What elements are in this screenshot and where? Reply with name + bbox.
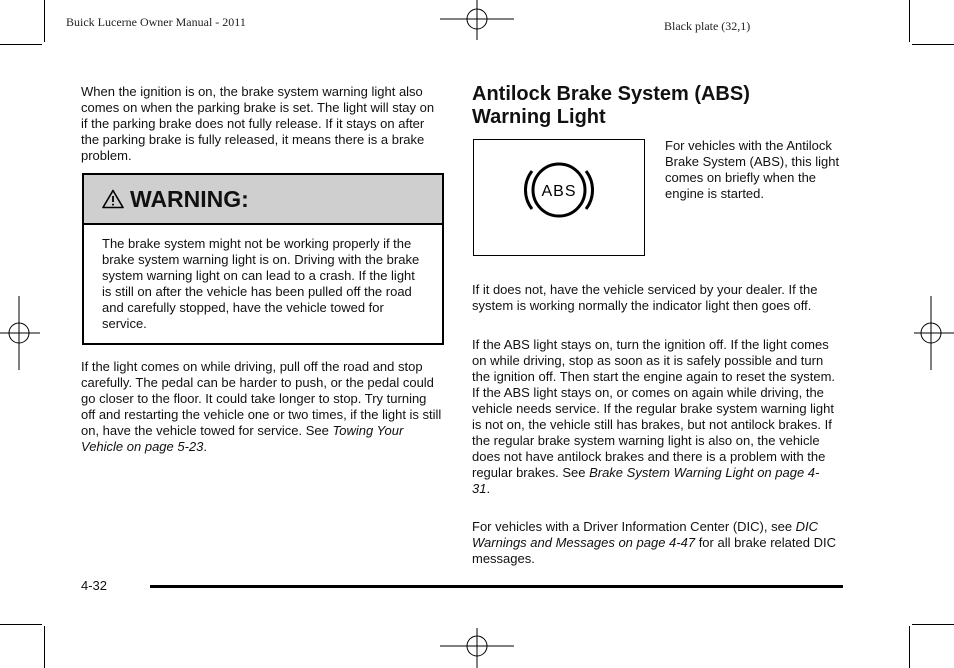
abs-paragraph-3: For vehicles with a Driver Information Center (DIC), see DIC Warnings and Messages on page 4-47 for all brake related DIC messages. [472, 519, 836, 566]
abs-side-text: For vehicles with the Antilock Brake System (ABS), this light comes on briefly when the engine is started. [665, 138, 840, 201]
abs-paragraph-2: If the ABS light stays on, turn the ignition off. If the light comes on while driving, stop as soon as it is safely possible and turn the ignition off. Then start the engine again to reset the system. If the ABS light stays on, or comes on again while driving, the vehicle needs service. If the regular brake system warning light is not on, the vehicle still has brakes, but not antilock brakes. If the regular brake system warning light is also on, the vehicle does not have antilock brakes and there is a problem with the regular brakes. See Brake System Warning Light on page 4-31. [472, 337, 836, 496]
driving-paragraph: If the light comes on while driving, pull off the road and stop carefully. The pedal can be harder to push, or the pedal could go closer to the floor. It could take longer to stop. Try turning off and restarting the vehicle one or two times, if the light is still on, have the vehicle towed for service. See Towing Your Vehicle on page 5-23. [81, 359, 442, 454]
crop-mark [912, 624, 954, 625]
abs-indicator-figure [473, 139, 645, 256]
abs-symbol-text: ABS [541, 183, 577, 200]
intro-paragraph: When the ignition is on, the brake system warning light also comes on when the parking brake is set. The light will stay on if the parking brake does not fully release. If it stays on after the parking brake is fully released, it means there is a brake problem. [81, 84, 435, 163]
crop-mark [912, 44, 954, 45]
warning-box [82, 173, 444, 345]
crop-mark [0, 44, 42, 45]
driving-text: If the light comes on while driving, pull off the road and stop carefully. The pedal can be harder to push, or the pedal could go closer to the floor. It could take longer to stop. Try turning off and restarting the vehicle one or two times, if the light is still on, have the vehicle towed for service. See [81, 359, 442, 438]
abs-paragraph-1: If it does not, have the vehicle serviced by your dealer. If the system is working normally the indicator light then goes off. [472, 282, 818, 313]
crop-mark [44, 0, 45, 42]
crop-mark [0, 624, 42, 625]
dic-reference: DIC Warnings and Messages on page 4-47 [472, 519, 819, 550]
towing-reference: Towing Your Vehicle on page 5-23 [81, 423, 404, 454]
section-title: Antilock Brake System (ABS) Warning Light [472, 83, 750, 128]
warning-header [84, 175, 442, 225]
warning-body: The brake system might not be working properly if the brake system warning light is on. Driving with the brake system warning light on can lead to a crash. If the light is still on after the vehicle has been pulled off the road and carefully stopped, have the vehicle towed for service. [102, 236, 420, 331]
manual-title: Buick Lucerne Owner Manual - 2011 [66, 15, 246, 29]
registration-mark-right [910, 296, 954, 370]
plate-label: Black plate (32,1) [664, 19, 751, 33]
page-number: 4-32 [81, 578, 108, 593]
warning-triangle-icon [102, 189, 124, 209]
crop-mark [44, 626, 45, 668]
crop-mark [909, 0, 910, 42]
registration-mark-bottom [440, 626, 514, 668]
registration-mark-top [440, 0, 514, 44]
brake-warning-reference: Brake System Warning Light on page 4-31 [472, 465, 820, 496]
footer-rule [150, 585, 843, 588]
abs-warning-light-icon [474, 140, 644, 255]
crop-mark [909, 626, 910, 668]
warning-title: WARNING: [130, 185, 249, 212]
registration-mark-left [0, 296, 44, 370]
